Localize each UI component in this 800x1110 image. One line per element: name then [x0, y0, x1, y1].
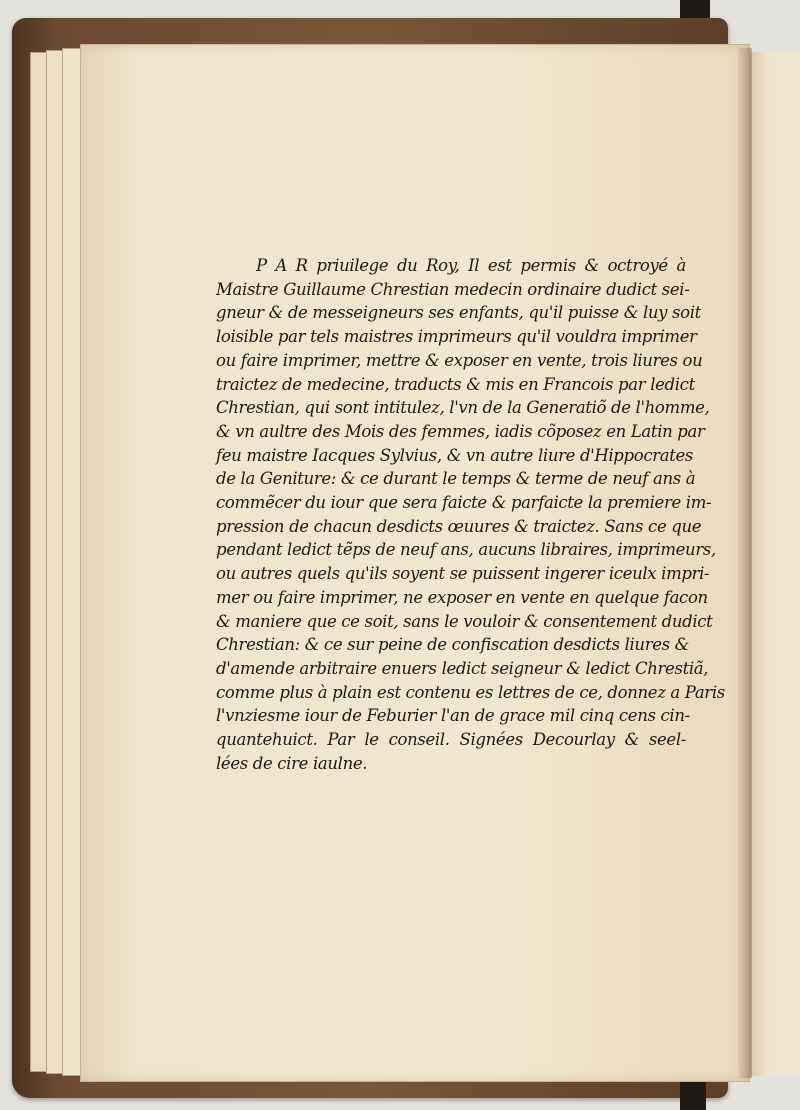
text-line: Chrestian, qui sont intitulez, l'vn de la Generatiõ de l'homme, [216, 398, 710, 418]
text-line: quantehuict. Par le conseil. Signées Decourlay & seel- [216, 730, 686, 750]
privilege-text [216, 254, 725, 775]
text-line: P A R priuilege du Roy, Il est permis & octroyé à [256, 256, 686, 275]
text-line: feu maistre Iacques Sylvius, & vn autre liure d'Hippocrates [216, 445, 694, 465]
facing-page-letters [783, 560, 800, 606]
text-line: traictez de medecine, traducts & mis en Francois par ledict [216, 374, 695, 394]
text-line: d'amende arbitraire enuers ledict seigneur & ledict Chrestiã, [216, 658, 709, 678]
text-line: & vn aultre des Mois des femmes, iadis cõposez en Latin par [216, 421, 705, 441]
text-line: pression de chacun desdicts œuures & traictez. Sans ce que [216, 516, 702, 536]
text-line: Maistre Guillaume Chrestian medecin ordinaire dudict sei- [216, 279, 690, 299]
text-line: l'vnziesme iour de Feburier l'an de grace mil cinq cens cin- [216, 706, 690, 726]
text-line: loisible par tels maistres imprimeurs qu'il vouldra imprimer [216, 327, 697, 347]
text-line: pendant ledict tẽps de neuf ans, aucuns libraires, imprimeurs, [216, 540, 716, 560]
text-line: ou autres quels qu'ils soyent se puissent ingerer iceulx impri- [216, 564, 710, 584]
text-line: gneur & de messeigneurs ses enfants, qu'il puisse & luy soit [216, 303, 701, 323]
text-line: comme plus à plain est contenu es lettres de ce, donnez a Paris [216, 682, 725, 702]
text-line: Chrestian: & ce sur peine de confiscation desdicts liures & [216, 635, 690, 655]
text-line: ou faire imprimer, mettre & exposer en vente, trois liures ou [216, 350, 703, 370]
dark-ribbon-bottom [680, 1082, 706, 1110]
gutter-shadow [738, 48, 752, 1078]
text-line: de la Geniture: & ce durant le temps & terme de neuf ans à [216, 469, 696, 489]
text-line: & maniere que ce soit, sans le vouloir & consentement dudict [216, 611, 713, 631]
text-line: mer ou faire imprimer, ne exposer en vente en quelque facon [216, 587, 708, 607]
text-line: commẽcer du iour que sera faicte & parfaicte la premiere im- [216, 493, 712, 513]
text-line: lées de cire iaulne. [216, 753, 368, 773]
